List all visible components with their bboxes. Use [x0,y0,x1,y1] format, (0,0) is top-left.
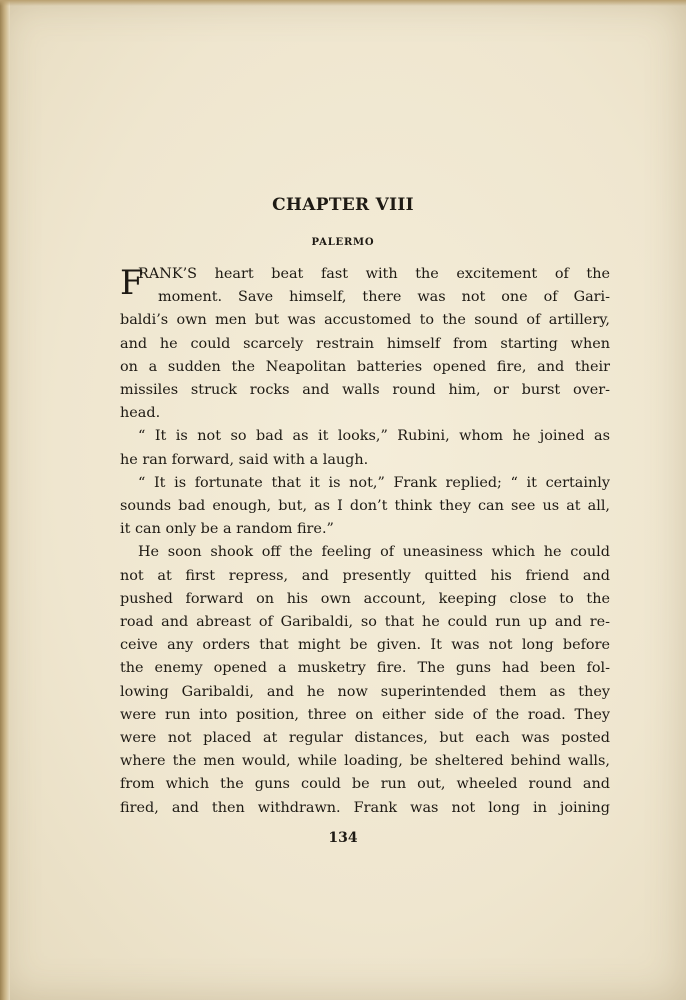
text-line: the enemy opened a musketry fire. The guns had been fol- [120,660,610,677]
text-line: He soon shook off the feeling of uneasiness which he could [138,544,610,561]
text-line: pushed forward on his own account, keeping close to the [120,590,610,607]
text-line: on a sudden the Neapolitan batteries opened fire, and their [120,358,610,375]
page-number: 134 [328,830,358,846]
text-line: where the men would, while loading, be sheltered behind walls, [120,753,610,770]
paragraph-4 [120,541,610,819]
paragraph-1 [120,263,610,425]
text-line: were run into position, three on either side of the road. They [120,706,610,723]
text-line: sounds bad enough, but, as I don’t think they can see us at all, [120,498,610,515]
page-spine-shadow [0,0,10,1000]
text-line: baldi’s own men but was accustomed to the sound of artillery, [120,312,610,329]
text-line: “ It is not so bad as it looks,” Rubini, whom he joined as [138,428,610,445]
text-line: ceive any orders that might be given. It was not long before [120,637,610,654]
text-line: he ran forward, said with a laugh. [120,451,369,468]
text-line: it can only be a random fire.” [120,521,334,538]
text-line: not at first repress, and presently quitted his friend and [120,567,610,584]
chapter-title: CHAPTER VIII [272,195,414,215]
drop-cap: F [120,263,144,303]
chapter-subtitle: PALERMO [311,237,375,248]
body-text [120,263,610,820]
text-line: RANK’S heart beat fast with the excitement of the [138,266,610,282]
text-line: “ It is fortunate that it is not,” Frank replied; “ it certainly [138,474,610,491]
text-line: fired, and then withdrawn. Frank was not long in joining [120,799,610,816]
text-line: from which the guns could be run out, wheeled round and [120,776,610,793]
page-top-edge [0,0,686,6]
text-line: missiles struck rocks and walls round him, or burst over- [120,382,610,399]
text-line: head. [120,405,161,422]
text-line: were not placed at regular distances, but each was posted [120,730,610,747]
text-line: and he could scarcely restrain himself from starting when [120,335,610,352]
text-line: lowing Garibaldi, and he now superintended them as they [120,683,610,700]
paragraph-3 [120,472,610,542]
text-line: road and abreast of Garibaldi, so that he could run up and re- [120,614,610,631]
text-line: moment. Save himself, there was not one of Gari- [158,289,610,306]
paragraph-2 [120,425,610,471]
